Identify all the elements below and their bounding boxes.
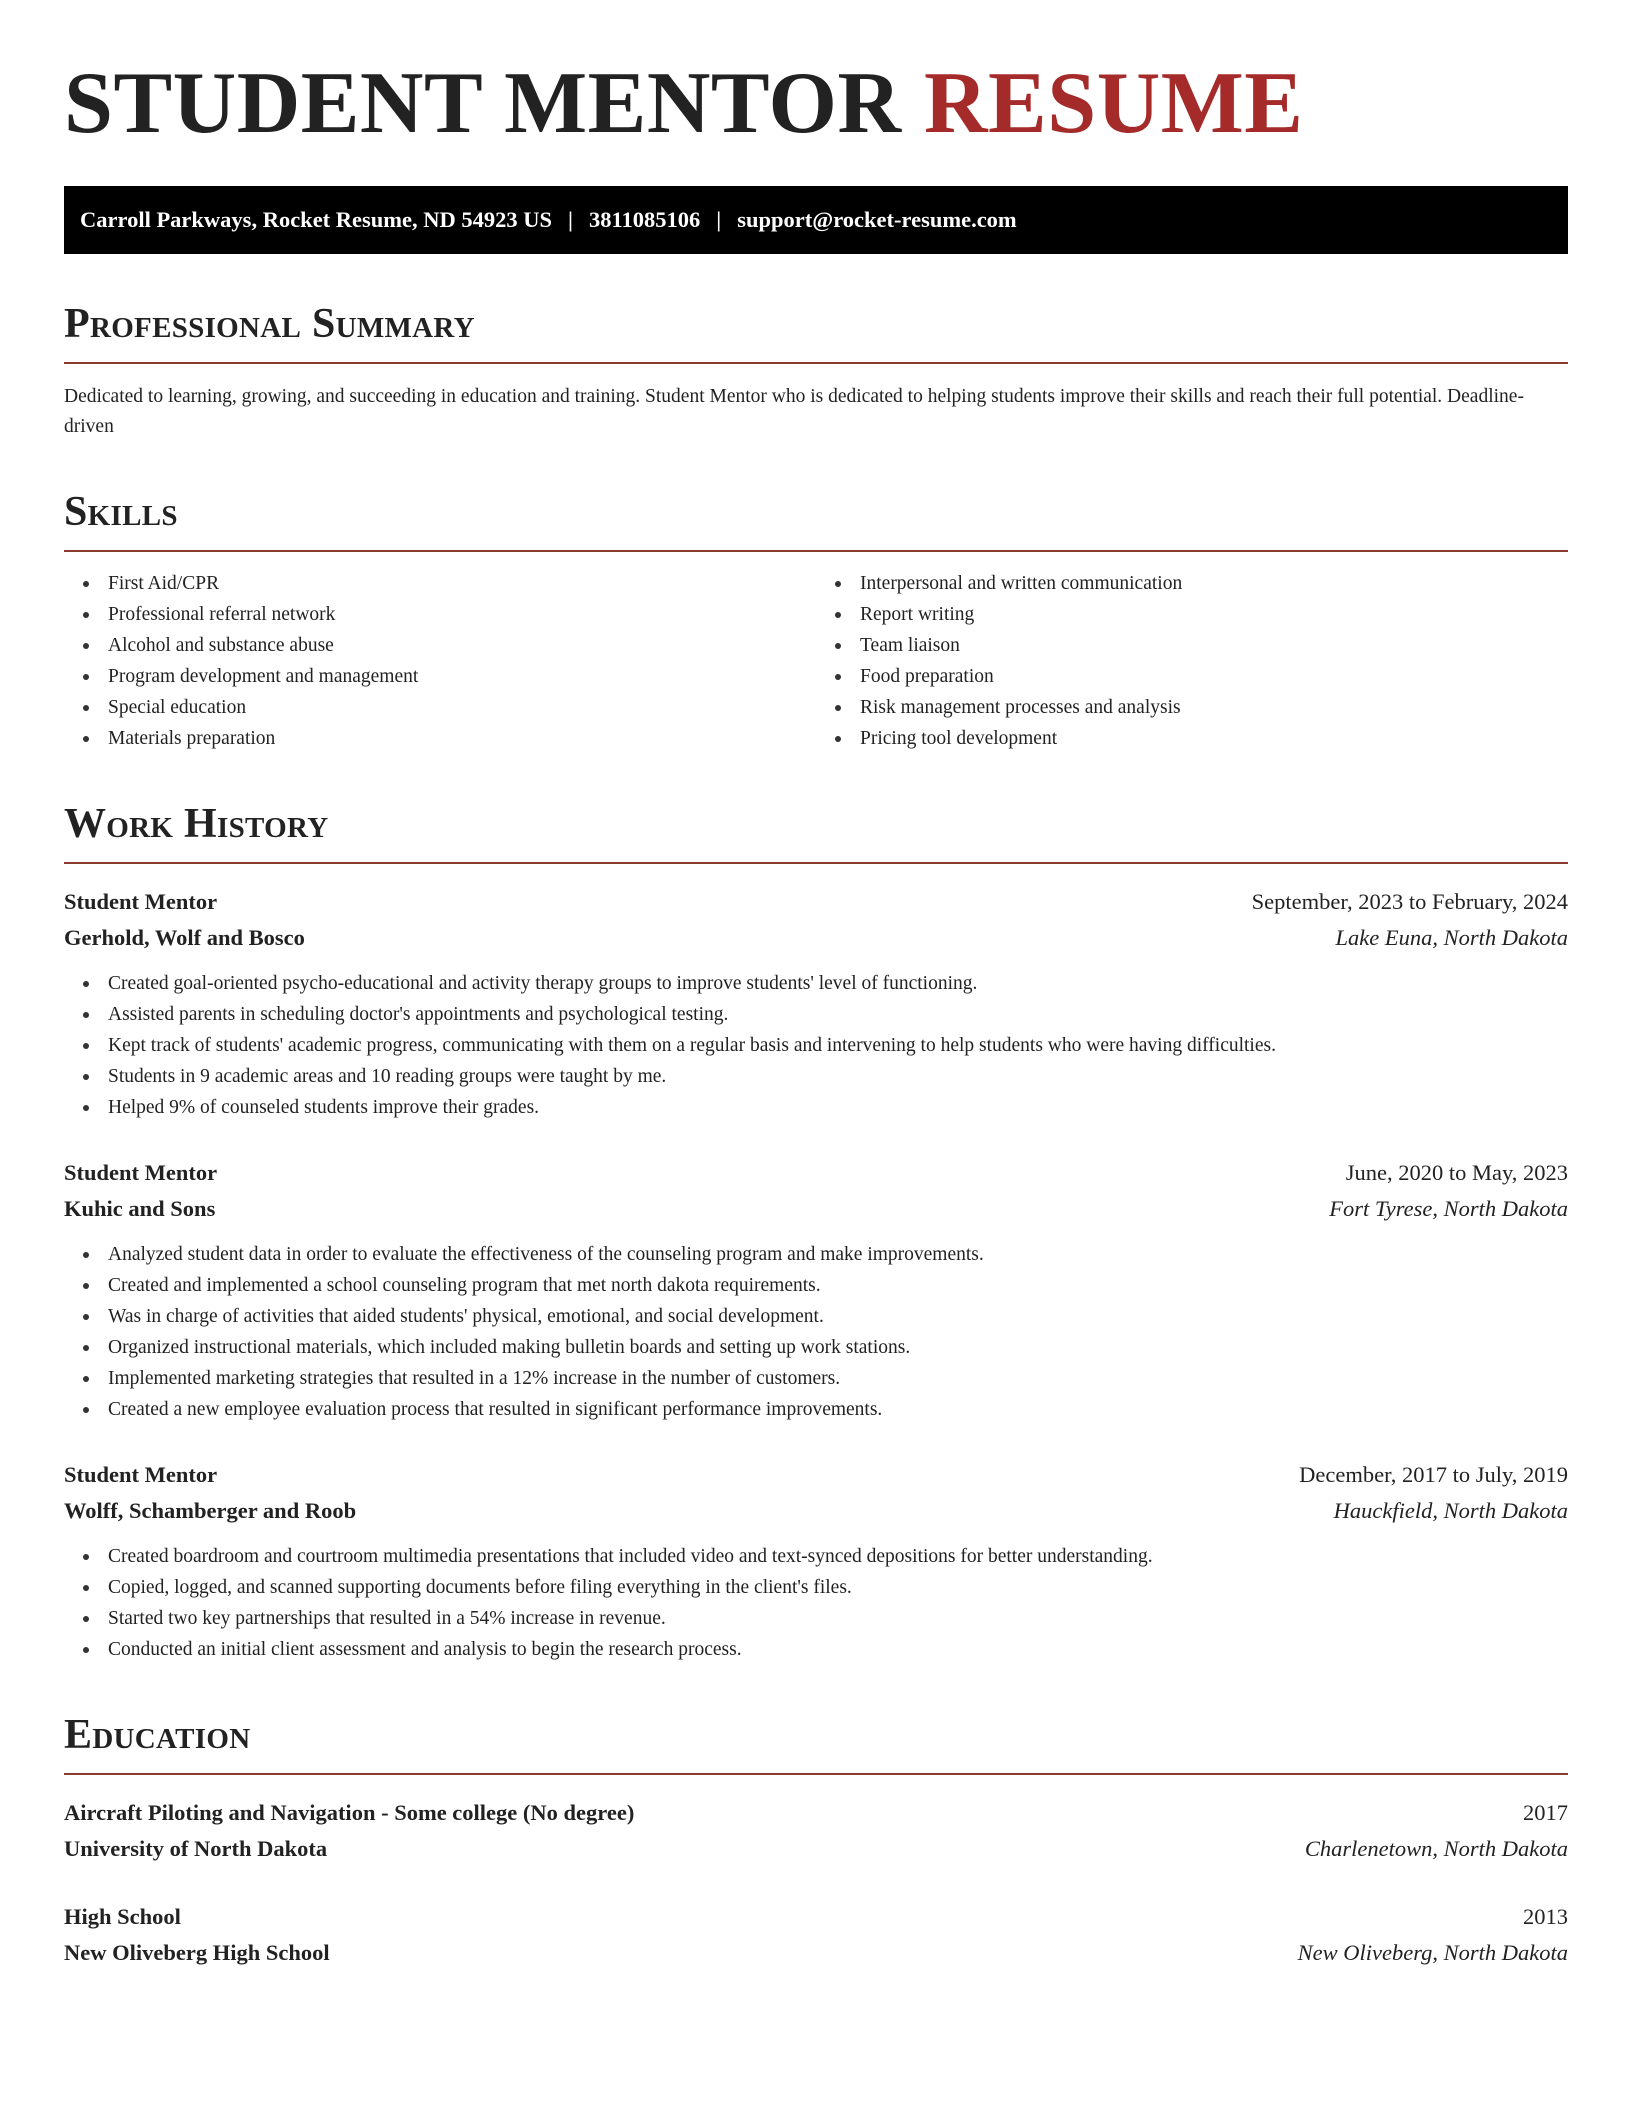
contact-separator: | <box>568 207 574 232</box>
skill-item: Alcohol and substance abuse <box>108 630 816 661</box>
job-bullet: Created goal-oriented psycho-educational and activity therapy groups to improve students' level of functioning. <box>108 968 1568 999</box>
education-section <box>64 1711 1568 1971</box>
job-header-row <box>64 1155 1568 1191</box>
contact-address: Carroll Parkways, Rocket Resume, ND 54923 US <box>80 207 553 232</box>
skills-column-left <box>64 568 816 754</box>
job-title: Student Mentor <box>64 889 218 914</box>
job-bullets <box>64 1541 1568 1665</box>
education-degree: High School <box>64 1904 181 1929</box>
skills-list-right <box>816 568 1568 754</box>
education-year: 2013 <box>1523 1904 1568 1929</box>
work-history-heading: Work History <box>64 801 329 847</box>
job-company-row <box>64 1191 1568 1227</box>
job-company: Gerhold, Wolf and Bosco <box>64 925 305 950</box>
section-divider <box>64 1773 1568 1775</box>
education-entry <box>64 1795 1568 1867</box>
education-school-row <box>64 1935 1568 1971</box>
summary-heading: Professional Summary <box>64 301 475 347</box>
skills-list-left <box>64 568 816 754</box>
education-location: Charlenetown, North Dakota <box>1304 1836 1568 1861</box>
section-divider <box>64 862 1568 864</box>
skill-item: Pricing tool development <box>860 723 1568 754</box>
job-dates: December, 2017 to July, 2019 <box>1299 1462 1568 1487</box>
job-bullet: Started two key partnerships that resulted in a 54% increase in revenue. <box>108 1603 1568 1634</box>
skill-item: First Aid/CPR <box>108 568 816 599</box>
job-header-row <box>64 884 1568 920</box>
section-divider <box>64 550 1568 552</box>
job-bullet: Implemented marketing strategies that resulted in a 12% increase in the number of customers. <box>108 1363 1568 1394</box>
job-dates: September, 2023 to February, 2024 <box>1251 889 1568 914</box>
skill-item: Team liaison <box>860 630 1568 661</box>
education-degree-row <box>64 1795 1568 1831</box>
skills-heading: Skills <box>64 489 178 535</box>
job-company-row <box>64 920 1568 956</box>
job-company: Kuhic and Sons <box>64 1196 216 1221</box>
job-entry <box>64 1155 1568 1425</box>
job-entry <box>64 884 1568 1123</box>
job-bullet: Conducted an initial client assessment and analysis to begin the research process. <box>108 1634 1568 1665</box>
education-school: University of North Dakota <box>64 1836 328 1861</box>
resume-title <box>64 56 1568 152</box>
title-part-resume: RESUME <box>924 55 1304 152</box>
job-company-row <box>64 1493 1568 1529</box>
job-bullet: Analyzed student data in order to evaluate the effectiveness of the counseling program and make improvements. <box>108 1239 1568 1270</box>
job-location: Hauckfield, North Dakota <box>1333 1498 1568 1523</box>
job-title: Student Mentor <box>64 1160 218 1185</box>
job-bullet: Helped 9% of counseled students improve their grades. <box>108 1092 1568 1123</box>
skill-item: Professional referral network <box>108 599 816 630</box>
skill-item: Interpersonal and written communication <box>860 568 1568 599</box>
skills-section <box>64 488 1568 754</box>
job-location: Lake Euna, North Dakota <box>1335 925 1568 950</box>
job-bullet: Was in charge of activities that aided students' physical, emotional, and social development. <box>108 1301 1568 1332</box>
job-bullet: Organized instructional materials, which included making bulletin boards and setting up work stations. <box>108 1332 1568 1363</box>
contact-separator: | <box>716 207 722 232</box>
job-bullet: Created boardroom and courtroom multimedia presentations that included video and text-synced depositions for better understanding. <box>108 1541 1568 1572</box>
education-degree: Aircraft Piloting and Navigation - Some college (No degree) <box>64 1800 635 1825</box>
job-header-row <box>64 1457 1568 1493</box>
skills-columns <box>64 568 1568 754</box>
job-bullet: Created a new employee evaluation process that resulted in significant performance improvements. <box>108 1394 1568 1425</box>
education-heading: Education <box>64 1712 251 1758</box>
job-bullet: Students in 9 academic areas and 10 reading groups were taught by me. <box>108 1061 1568 1092</box>
skill-item: Program development and management <box>108 661 816 692</box>
job-bullet: Kept track of students' academic progress, communicating with them on a regular basis and intervening to help students who were having difficulties. <box>108 1030 1568 1061</box>
summary-section <box>64 300 1568 442</box>
section-divider <box>64 362 1568 364</box>
contact-bar <box>64 186 1568 254</box>
skill-item: Special education <box>108 692 816 723</box>
contact-email: support@rocket-resume.com <box>737 207 1017 232</box>
job-bullets <box>64 1239 1568 1425</box>
job-bullet: Created and implemented a school counseling program that met north dakota requirements. <box>108 1270 1568 1301</box>
education-location: New Oliveberg, North Dakota <box>1297 1940 1568 1965</box>
skill-item: Food preparation <box>860 661 1568 692</box>
job-title: Student Mentor <box>64 1462 218 1487</box>
job-location: Fort Tyrese, North Dakota <box>1329 1196 1568 1221</box>
summary-text: Dedicated to learning, growing, and succeeding in education and training. Student Mentor who is dedicated to helping students improve their skills and reach their full potential. Deadline-driven <box>64 386 1524 437</box>
job-bullet: Copied, logged, and scanned supporting documents before filing everything in the client's files. <box>108 1572 1568 1603</box>
education-degree-row <box>64 1899 1568 1935</box>
education-year: 2017 <box>1523 1800 1568 1825</box>
job-bullet: Assisted parents in scheduling doctor's appointments and psychological testing. <box>108 999 1568 1030</box>
skill-item: Materials preparation <box>108 723 816 754</box>
job-bullets <box>64 968 1568 1123</box>
skill-item: Risk management processes and analysis <box>860 692 1568 723</box>
job-entry <box>64 1457 1568 1665</box>
title-part-role: STUDENT MENTOR <box>64 55 902 152</box>
skill-item: Report writing <box>860 599 1568 630</box>
education-school: New Oliveberg High School <box>64 1940 330 1965</box>
job-company: Wolff, Schamberger and Roob <box>64 1498 357 1523</box>
skills-column-right <box>816 568 1568 754</box>
education-entry <box>64 1899 1568 1971</box>
contact-phone: 3811085106 <box>589 207 701 232</box>
work-history-section <box>64 800 1568 1665</box>
job-dates: June, 2020 to May, 2023 <box>1345 1160 1568 1185</box>
education-school-row <box>64 1831 1568 1867</box>
